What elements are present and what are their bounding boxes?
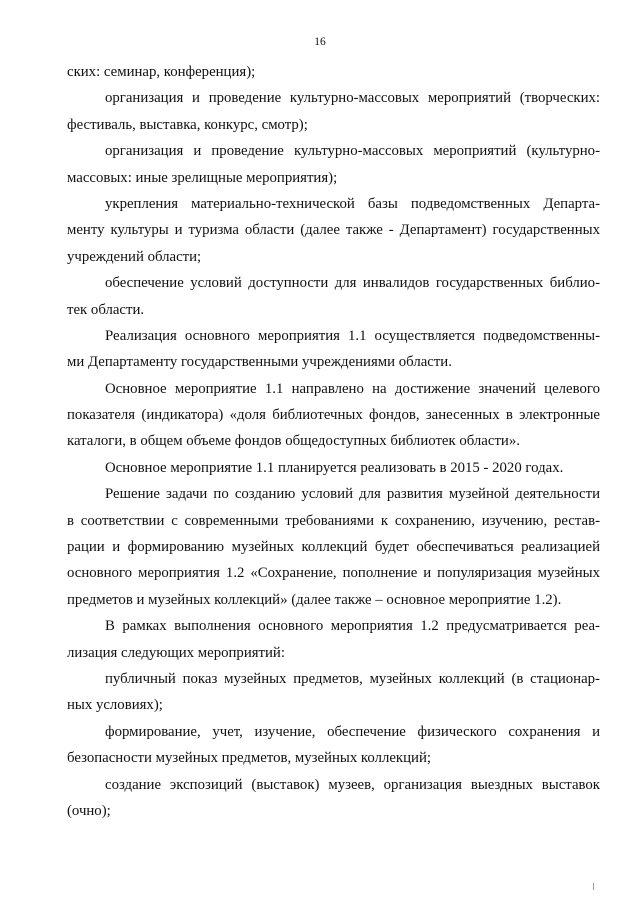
text-line: ми Департаменту государственными учреждениями области. bbox=[67, 354, 452, 371]
text-line: предметов и музейных коллекций» (далее также – основное мероприятие 1.2). bbox=[67, 591, 562, 608]
text-line: организация и проведение культурно-массовых мероприятий (культурно- bbox=[105, 143, 600, 160]
text-line: учреждений области; bbox=[67, 248, 202, 265]
text-line: публичный показ музейных предметов, музейных коллекций (в стационар- bbox=[105, 670, 600, 687]
text-line: фестиваль, выставка, конкурс, смотр); bbox=[67, 116, 308, 133]
text-line: В рамках выполнения основного мероприятия 1.2 предусматривается реа- bbox=[105, 618, 600, 635]
text-line: основного мероприятия 1.2 «Сохранение, пополнение и популяризация музейных bbox=[67, 565, 600, 582]
text-line: Решение задачи по созданию условий для развития музейной деятельности bbox=[105, 486, 600, 503]
text-line: Основное мероприятие 1.1 направлено на достижение значений целевого bbox=[105, 380, 600, 397]
page-number: 16 bbox=[314, 36, 326, 48]
text-line: безопасности музейных предметов, музейных коллекций; bbox=[67, 750, 431, 767]
text-line: рации и формированию музейных коллекций будет обеспечиваться реализацией bbox=[67, 539, 600, 556]
text-line: ных условиях); bbox=[67, 697, 163, 714]
text-line: создание экспозиций (выставок) музеев, организация выездных выставок bbox=[105, 776, 600, 793]
text-line: менту культуры и туризма области (далее также - Департамент) государственных bbox=[67, 222, 600, 239]
text-line: (очно); bbox=[67, 802, 111, 819]
text-line: Основное мероприятие 1.1 планируется реализовать в 2015 - 2020 годах. bbox=[105, 459, 564, 476]
text-line: формирование, учет, изучение, обеспечение физического сохранения и bbox=[105, 723, 600, 740]
text-line: укрепления материально-технической базы подведомственных Департа- bbox=[105, 195, 600, 212]
body-text bbox=[67, 59, 600, 824]
scan-margin-mark bbox=[593, 883, 594, 890]
text-line: тек области. bbox=[67, 301, 145, 318]
text-line: обеспечение условий доступности для инвалидов государственных библио- bbox=[105, 275, 600, 292]
text-line: Реализация основного мероприятия 1.1 осуществляется подведомственны- bbox=[105, 327, 600, 344]
text-line: каталоги, в общем объеме фондов общедоступных библиотек области». bbox=[67, 433, 520, 450]
text-line: показателя (индикатора) «доля библиотечных фондов, занесенных в электронные bbox=[67, 407, 600, 424]
text-line: лизация следующих мероприятий: bbox=[67, 644, 285, 661]
text-line: массовых: иные зрелищные мероприятия); bbox=[67, 169, 338, 186]
text-line: в соответствии с современными требованиями к сохранению, изучению, рестав- bbox=[67, 512, 600, 529]
text-line: организация и проведение культурно-массовых мероприятий (творческих: bbox=[105, 90, 600, 107]
text-line: ских: семинар, конференция); bbox=[67, 64, 256, 80]
